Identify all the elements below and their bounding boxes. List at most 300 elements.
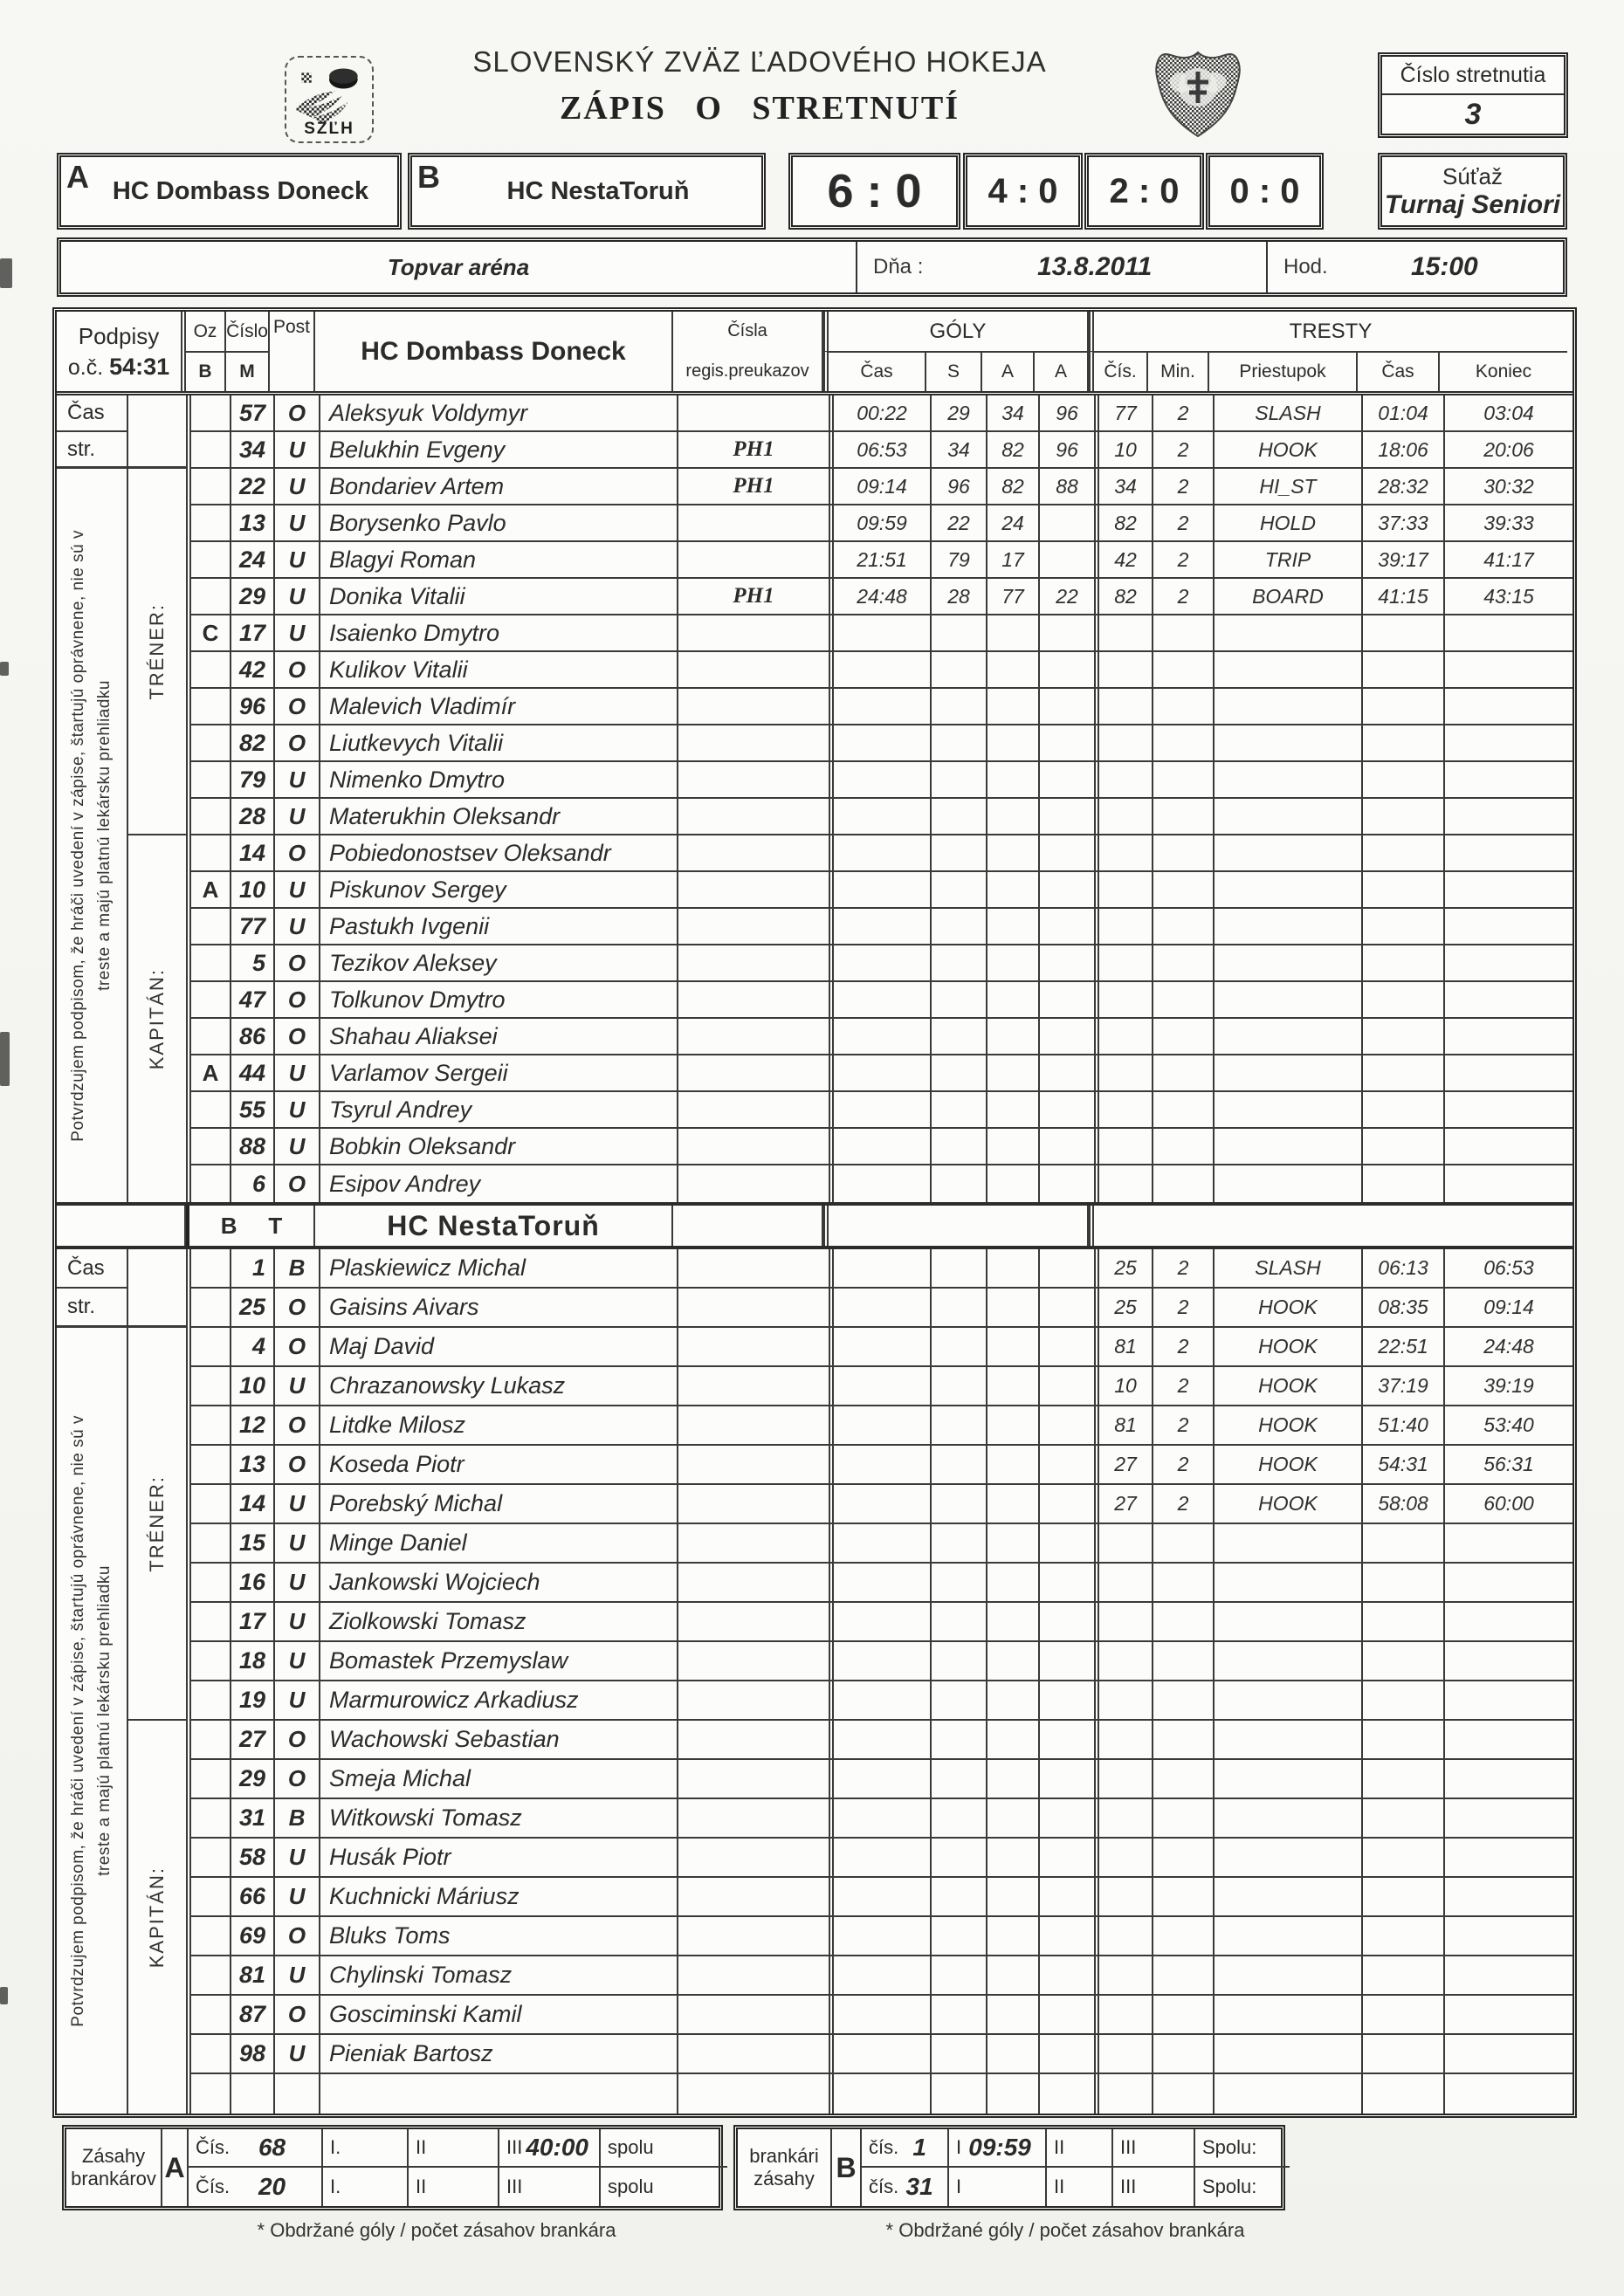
penalty-offense-cell (1215, 1996, 1363, 2033)
registration-card-cell (678, 982, 829, 1017)
goal-assist1-cell (987, 762, 1040, 797)
penalty-offense-cell: SLASH (1215, 1249, 1363, 1287)
goal-time-cell (829, 1642, 932, 1680)
confirmation-statement: Potvrdzujem podpisom, že hráči uvedení v zápise, štartujú oprávnene, nie sú v treste a majú platnú lekársku prehliadku (69, 529, 114, 1142)
player-name-cell: Koseda Piotr (320, 1446, 678, 1483)
penalty-number-cell (1094, 1092, 1153, 1127)
penalty-offense-cell: HOOK (1215, 1328, 1363, 1365)
penalty-offense-cell (1215, 1524, 1363, 1562)
penalty-number-cell: 27 (1094, 1485, 1153, 1523)
goal-time-cell (829, 1996, 932, 2033)
player-role-cell (191, 1446, 231, 1483)
goalie1-period1-cell: I. (323, 2129, 409, 2168)
goal-assist1-cell (987, 1446, 1040, 1483)
registration-card-cell (678, 835, 829, 870)
penalty-time-cell (1363, 652, 1445, 687)
goal-assist2-cell (1040, 1406, 1094, 1444)
goal-assist1-cell (987, 1917, 1040, 1955)
goal-assist1-cell (987, 615, 1040, 650)
penalty-number-cell (1094, 1642, 1153, 1680)
goal-time-cell (829, 1524, 932, 1562)
goalie2-number-cell: Čís. 20 (189, 2168, 323, 2206)
goal-assist1-cell (987, 1839, 1040, 1876)
columns-header (186, 312, 1572, 391)
goal-assist2-cell (1040, 1367, 1094, 1405)
goal-assist2-cell (1040, 1956, 1094, 1994)
player-row (191, 1760, 1572, 1799)
registration-card-cell (678, 2035, 829, 2073)
player-number-cell: 17 (231, 615, 275, 650)
period-2-score-box: 2 : 0 (1084, 153, 1204, 230)
penalty-number-cell (1094, 909, 1153, 944)
penalty-number-cell: 82 (1094, 505, 1153, 540)
player-row (191, 1446, 1572, 1485)
penalty-time-cell (1363, 1165, 1445, 1202)
player-position-cell: U (275, 1129, 320, 1164)
goal-assist2-cell (1040, 1328, 1094, 1365)
player-role-cell (191, 1019, 231, 1054)
player-role-cell (191, 1956, 231, 1994)
goal-assist2-cell (1040, 762, 1094, 797)
penalty-time-header: Čas (1358, 351, 1440, 391)
player-row (191, 1799, 1572, 1839)
registration-card-cell (678, 1681, 829, 1719)
period-3-score-box: 0 : 0 (1206, 153, 1324, 230)
goalie2-period2-cell: II (409, 2168, 499, 2206)
player-number-cell: 81 (231, 1956, 275, 1994)
player-role-cell (191, 799, 231, 834)
registration-card-cell (678, 1485, 829, 1523)
goal-scorer-cell: 29 (932, 395, 987, 430)
penalty-end-cell (1445, 799, 1572, 834)
goal-scorer-cell: 28 (932, 579, 987, 614)
penalty-end-cell (1445, 1956, 1572, 1994)
player-role-cell (191, 689, 231, 724)
goal-assist2-cell (1040, 1249, 1094, 1287)
penalty-time-cell (1363, 2035, 1445, 2073)
date-label: Dňa : (873, 255, 924, 278)
penalty-end-cell (1445, 1092, 1572, 1127)
player-position-cell: U (275, 872, 320, 907)
goal-assist1-cell (987, 725, 1040, 760)
penalty-end-cell (1445, 615, 1572, 650)
player-role-cell (191, 2074, 231, 2114)
player-row (191, 1129, 1572, 1165)
penalty-number-cell (1094, 2035, 1153, 2073)
penalty-end-cell (1445, 1564, 1572, 1601)
penalty-minutes-cell (1153, 945, 1215, 980)
penalty-offense-cell: HOOK (1215, 1367, 1363, 1405)
registration-card-cell (678, 395, 829, 430)
player-number-cell: 16 (231, 1564, 275, 1601)
player-number-cell: 13 (231, 1446, 275, 1483)
player-position-cell: U (275, 1092, 320, 1127)
penalty-time-cell (1363, 909, 1445, 944)
player-role-cell (191, 1603, 231, 1640)
penalty-minutes-cell: 2 (1153, 579, 1215, 614)
penalty-time-cell: 37:33 (1363, 505, 1445, 540)
goal-time-cell: 24:48 (829, 579, 932, 614)
penalty-end-cell: 24:48 (1483, 1335, 1534, 1358)
goal-assist1-cell (987, 1092, 1040, 1127)
team-b-letter: B (832, 2129, 862, 2206)
goal-scorer-cell (932, 1328, 987, 1365)
goal-time-cell (829, 1760, 932, 1798)
player-number-cell: 28 (231, 799, 275, 834)
penalty-offense-cell (1215, 1681, 1363, 1719)
player-position-cell: U (275, 579, 320, 614)
registration-card-cell (678, 1603, 829, 1640)
player-number-cell: 25 (231, 1289, 275, 1326)
registration-card-cell (678, 762, 829, 797)
time-value: 15:00 (1410, 252, 1478, 281)
penalty-minutes-cell (1153, 1092, 1215, 1127)
player-row (191, 1092, 1572, 1129)
player-role-cell (191, 1681, 231, 1719)
penalty-offense-cell (1215, 1055, 1363, 1090)
player-name-cell: Kuchnicki Máriusz (320, 1878, 678, 1915)
registration-card-cell (678, 1839, 829, 1876)
arena-name: Topvar aréna (61, 242, 857, 292)
penalty-time-cell (1363, 1721, 1445, 1758)
registration-card-cell (678, 1760, 829, 1798)
player-role-cell (191, 1406, 231, 1444)
cas-label: Čas (57, 395, 127, 432)
player-row (191, 1165, 1572, 1202)
goal-scorer-cell (932, 1129, 987, 1164)
player-number-cell: 13 (231, 505, 275, 540)
penalty-number-cell (1094, 982, 1153, 1017)
penalty-minutes-cell (1153, 615, 1215, 650)
penalty-time-cell (1363, 1603, 1445, 1640)
goal-time-cell (829, 2035, 932, 2073)
goal-assist1-cell (987, 1328, 1040, 1365)
goal-assist2-cell (1040, 1092, 1094, 1127)
penalty-number-cell (1094, 1524, 1153, 1562)
penalty-minutes-cell (1153, 1055, 1215, 1090)
player-name-cell: Gosciminski Kamil (320, 1996, 678, 2033)
goal-assist1-cell (987, 872, 1040, 907)
player-row (191, 395, 1572, 432)
penalty-end-cell (1445, 1524, 1572, 1562)
goalie2-period3-cell: III (1113, 2168, 1195, 2206)
player-name-cell: Chrazanowsky Lukasz (320, 1367, 678, 1405)
penalty-minutes-cell (1153, 1642, 1215, 1680)
penalty-end-cell (1445, 1799, 1572, 1837)
penalty-minutes-cell (1153, 1956, 1215, 1994)
penalty-end-cell (1445, 1603, 1572, 1640)
goal-assist1-cell: 34 (987, 395, 1040, 430)
penalty-minutes-cell (1153, 1839, 1215, 1876)
goalie1-number-cell: čís. 1 (862, 2129, 949, 2168)
goal-time-cell (829, 1603, 932, 1640)
goal-time-cell (829, 1485, 932, 1523)
goal-assist1-cell (987, 2074, 1040, 2114)
player-row (191, 872, 1572, 909)
player-name-cell: Kulikov Vitalii (320, 652, 678, 687)
player-position-cell (275, 2074, 320, 2114)
registration-card-cell (678, 1092, 829, 1127)
player-number-cell: 5 (231, 945, 275, 980)
player-row (191, 1485, 1572, 1524)
player-number-cell: 22 (231, 469, 275, 504)
player-position-cell: O (275, 1760, 320, 1798)
penalty-offense-cell (1215, 1564, 1363, 1601)
player-row (191, 1328, 1572, 1367)
player-name-cell: Plaskiewicz Michal (320, 1249, 678, 1287)
registration-card-cell (678, 945, 829, 980)
player-number-cell: 27 (231, 1721, 275, 1758)
player-role-cell (191, 1367, 231, 1405)
goal-time-cell: 06:53 (829, 432, 932, 467)
player-position-cell: U (275, 1681, 320, 1719)
goal-scorer-cell (932, 689, 987, 724)
penalty-number-cell: 25 (1094, 1249, 1153, 1287)
goalie1-period3-cell: III (1113, 2129, 1195, 2168)
penalty-offense-cell (1215, 982, 1363, 1017)
player-row (191, 1603, 1572, 1642)
goal-assist1-cell (987, 835, 1040, 870)
team-b-goalie-saves-table (733, 2125, 1285, 2210)
registration-card-cell (678, 1564, 829, 1601)
goal-scorer-cell (932, 1996, 987, 2033)
goal-scorer-cell (932, 799, 987, 834)
team-b-left-margin (57, 1249, 128, 2114)
player-row (191, 1019, 1572, 1055)
player-number-cell: 77 (231, 909, 275, 944)
goal-assist2-cell (1040, 835, 1094, 870)
penalty-time-cell (1363, 982, 1445, 1017)
penalty-number-cell (1094, 1956, 1153, 1994)
confirmation-statement: Potvrdzujem podpisom, že hráči uvedení v zápise, štartujú oprávnene, nie sú v treste a majú platnú lekársku prehliadku (69, 1414, 114, 2027)
player-role-cell (191, 1092, 231, 1127)
player-name-cell: Witkowski Tomasz (320, 1799, 678, 1837)
player-name-cell: Pobiedonostsev Oleksandr (320, 835, 678, 870)
scan-smudge (0, 258, 12, 288)
player-position-cell: O (275, 1721, 320, 1758)
penalty-number-cell: 77 (1094, 395, 1153, 430)
penalty-minutes-cell (1153, 872, 1215, 907)
period-1-score-box: 4 : 0 (963, 153, 1083, 230)
player-name-cell: Maj David (320, 1328, 678, 1365)
player-number-cell: 10 (231, 1367, 275, 1405)
penalty-time-cell (1363, 762, 1445, 797)
goal-time-cell (829, 2074, 932, 2114)
goal-scorer-cell (932, 909, 987, 944)
goal-time-cell (829, 1446, 932, 1483)
penalty-offense-cell (1215, 1721, 1363, 1758)
penalty-number-cell (1094, 945, 1153, 980)
player-name-cell: Donika Vitalii (320, 579, 678, 614)
goal-assist2-cell (1040, 1760, 1094, 1798)
goal-scorer-cell (932, 1289, 987, 1326)
penalty-time-cell: 01:04 (1363, 395, 1445, 430)
penalty-minutes-cell (1153, 1564, 1215, 1601)
player-row (191, 615, 1572, 652)
penalty-minutes-cell (1153, 1019, 1215, 1054)
player-name-cell: Shahau Aliaksei (320, 1019, 678, 1054)
player-name-cell: Ziolkowski Tomasz (320, 1603, 678, 1640)
goal-time-cell (829, 615, 932, 650)
penalty-number-cell (1094, 762, 1153, 797)
registration-card-cell (678, 1406, 829, 1444)
scan-smudge (0, 662, 9, 676)
player-position-cell: U (275, 762, 320, 797)
goal-assist1-cell (987, 1721, 1040, 1758)
player-row (191, 945, 1572, 982)
goal-time-cell (829, 1367, 932, 1405)
goal-assist2-cell (1040, 1129, 1094, 1164)
player-row (191, 1367, 1572, 1406)
goal-assist2-cell (1040, 1446, 1094, 1483)
goal-assist2-cell (1040, 1019, 1094, 1054)
player-position-cell: O (275, 945, 320, 980)
goal-assist1-cell (987, 1249, 1040, 1287)
penalty-offense-cell (1215, 1917, 1363, 1955)
player-role-cell: A (191, 1055, 231, 1090)
goal-scorer-cell (932, 1367, 987, 1405)
player-position-cell: B (275, 1249, 320, 1287)
player-row (191, 1956, 1572, 1996)
penalty-number-cell: 34 (1094, 469, 1153, 504)
penalty-minutes-cell (1153, 1878, 1215, 1915)
goal-scorer-cell: 79 (932, 542, 987, 577)
penalty-minutes-cell (1153, 799, 1215, 834)
penalty-number-cell (1094, 1917, 1153, 1955)
penalty-time-cell (1363, 1019, 1445, 1054)
registration-card-cell (678, 1721, 829, 1758)
penalty-offense-cell (1215, 1839, 1363, 1876)
separator-penalties-empty (1089, 1206, 1572, 1246)
goal-assist1-cell (987, 945, 1040, 980)
goal-time-cell (829, 1917, 932, 1955)
penalty-number-cell (1094, 1996, 1153, 2033)
penalty-minutes-cell (1153, 1721, 1215, 1758)
referee-numbers: o.č. 54:31 (67, 353, 170, 380)
player-row (191, 1524, 1572, 1564)
registration-card-cell (678, 1642, 829, 1680)
player-role-cell (191, 432, 231, 467)
registration-card-cell (678, 872, 829, 907)
separator-goals-empty (823, 1206, 1089, 1246)
goalie1-period2-cell: II (409, 2129, 499, 2168)
penalty-end-cell (1445, 909, 1572, 944)
penalty-number-cell (1094, 615, 1153, 650)
goal-assist1-cell (987, 1564, 1040, 1601)
registration-card-cell (678, 1328, 829, 1365)
registration-card-cell: PH1 (733, 474, 774, 498)
saves-label: brankári zásahy (738, 2129, 832, 2206)
penalty-minutes-cell (1153, 982, 1215, 1017)
goal-time-cell (829, 1249, 932, 1287)
goal-time-cell (829, 1681, 932, 1719)
penalty-offense-cell (1215, 2035, 1363, 2073)
goal-assist2-cell (1040, 1878, 1094, 1915)
penalty-time-cell (1363, 1129, 1445, 1164)
player-name-cell: Varlamov Sergeii (320, 1055, 678, 1090)
goal-scorer-cell (932, 1917, 987, 1955)
penalty-offense-cell: HOOK (1215, 432, 1363, 467)
player-name-cell: Smeja Michal (320, 1760, 678, 1798)
registration-card-cell (678, 1249, 829, 1287)
penalty-offense-cell (1215, 2074, 1363, 2114)
penalty-number-cell (1094, 1165, 1153, 1202)
player-role-cell (191, 1564, 231, 1601)
goal-assist2-cell (1040, 542, 1094, 577)
player-role-cell (191, 1878, 231, 1915)
player-row (191, 1289, 1572, 1328)
player-role-cell (191, 2035, 231, 2073)
captain-signature-cell: KAPITÁN: (146, 1866, 168, 1969)
penalty-time-cell: 22:51 (1363, 1328, 1445, 1365)
player-number-cell: 19 (231, 1681, 275, 1719)
player-number-cell: 44 (231, 1055, 275, 1090)
player-number-cell: 34 (231, 432, 275, 467)
player-role-cell (191, 1839, 231, 1876)
player-position-cell: U (275, 432, 320, 467)
federation-crest-icon (1144, 49, 1252, 140)
player-row (191, 579, 1572, 615)
goal-assist2-cell (1040, 1996, 1094, 2033)
player-role-cell: C (191, 615, 231, 650)
penalty-offense-header: Priestupok (1209, 351, 1358, 391)
penalty-end-cell: 03:04 (1483, 401, 1534, 424)
registration-card-cell (678, 652, 829, 687)
goal-time-cell (829, 725, 932, 760)
team-a-goalie-saves-table (62, 2125, 723, 2210)
player-row (191, 762, 1572, 799)
penalty-end-cell (1445, 1839, 1572, 1876)
penalty-offense-cell (1215, 1092, 1363, 1127)
team-b-name: HC NestaToruň (506, 176, 690, 205)
penalty-end-cell: 39:19 (1483, 1374, 1534, 1397)
goal-time-cell (829, 1289, 932, 1326)
goal-assist1-cell (987, 1129, 1040, 1164)
goal-assist2-cell (1040, 982, 1094, 1017)
goal-assist2-cell (1040, 1289, 1094, 1326)
penalty-minutes-cell: 2 (1153, 542, 1215, 577)
penalty-time-cell: 06:13 (1363, 1249, 1445, 1287)
player-role-cell (191, 1996, 231, 2033)
goal-assist2-cell (1040, 1681, 1094, 1719)
penalty-number-cell: 82 (1094, 579, 1153, 614)
player-name-cell: Nimenko Dmytro (320, 762, 678, 797)
player-number-cell: 66 (231, 1878, 275, 1915)
player-role-cell (191, 762, 231, 797)
goal-time-cell: 00:22 (829, 395, 932, 430)
registration-card-cell: PH1 (733, 584, 774, 608)
player-row (191, 1406, 1572, 1446)
goal-assist2-cell (1040, 799, 1094, 834)
table-header (57, 312, 1572, 395)
goal-time-cell (829, 1564, 932, 1601)
penalty-number-cell (1094, 1878, 1153, 1915)
penalty-time-cell (1363, 799, 1445, 834)
penalty-time-cell (1363, 835, 1445, 870)
szlh-logo-label: SZĽH (304, 120, 354, 138)
goal-scorer-cell (932, 1485, 987, 1523)
goal-assist1-cell: 24 (987, 505, 1040, 540)
goal-time-cell (829, 652, 932, 687)
player-name-cell: Gaisins Aivars (320, 1289, 678, 1326)
goal-assist1-cell (987, 909, 1040, 944)
player-position-cell: O (275, 982, 320, 1017)
player-name-cell: Tsyrul Andrey (320, 1092, 678, 1127)
registration-column-header: Čísla regis.preukazov (673, 312, 823, 391)
player-name-cell: Materukhin Oleksandr (320, 799, 678, 834)
penalty-minutes-cell (1153, 2035, 1215, 2073)
goal-scorer-cell (932, 1956, 987, 1994)
